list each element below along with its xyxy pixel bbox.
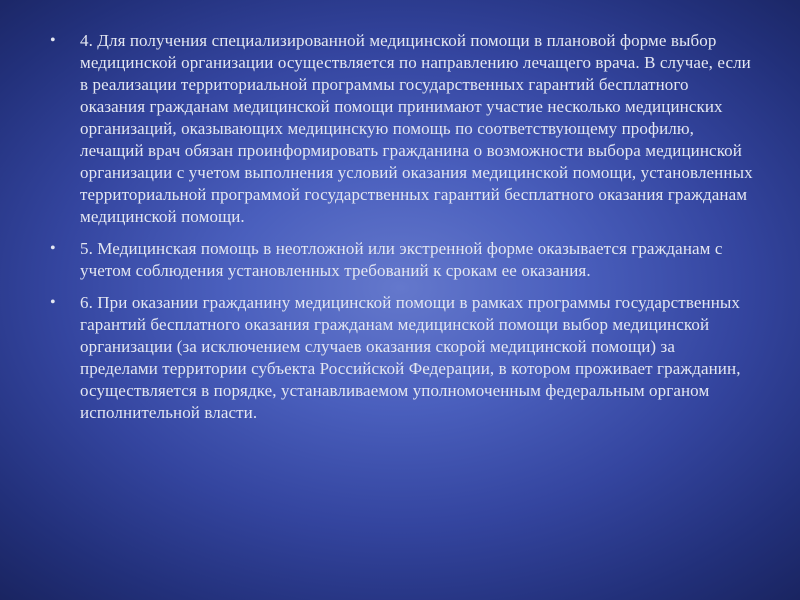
bullet-marker: • — [50, 294, 56, 311]
bullet-text: 5. Медицинская помощь в неотложной или экстренной форме оказывается гражданам с учетом соблюдения установленных требований к срокам ее оказания. — [80, 239, 723, 280]
bullet-marker: • — [50, 32, 56, 49]
bullet-item-4 — [50, 30, 756, 228]
bullet-text: 6. При оказании гражданину медицинской помощи в рамках программы государственных гарантий бесплатного оказания гражданам медицинской помощи выбор медицинской организации (за исключением случаев оказания скорой медицинской помощи) за пределами территории субъекта Российской Федерации, в котором проживает гражданин, осуществляется в порядке, устанавливаемом уполномоченным федеральным органом исполнительной власти. — [80, 293, 741, 422]
bullet-item-6 — [50, 292, 756, 424]
bullet-item-5 — [50, 238, 756, 282]
bullet-text: 4. Для получения специализированной медицинской помощи в плановой форме выбор медицинской организации осуществляется по направлению лечащего врача. В случае, если в реализации территориальной программы государственных гарантий бесплатного оказания гражданам медицинской помощи принимают участие несколько медицинских организаций, оказывающих медицинскую помощь по соответствующему профилю, лечащий врач обязан проинформировать гражданина о возможности выбора медицинской организации с учетом выполнения условий оказания медицинской помощи, установленных территориальной программой государственных гарантий бесплатного оказания гражданам медицинской помощи. — [80, 31, 753, 226]
bullet-marker: • — [50, 240, 56, 257]
bullet-list — [50, 30, 756, 434]
